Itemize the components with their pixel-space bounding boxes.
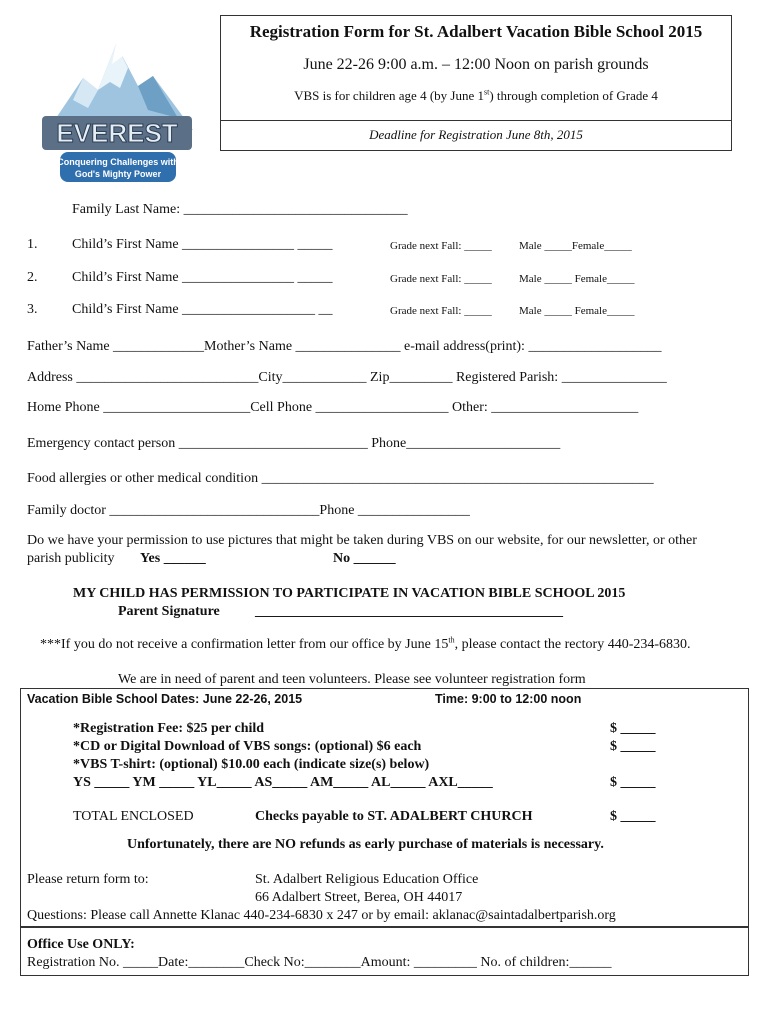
event-dates: June 22-26 9:00 a.m. – 12:00 Noon on parish grounds	[303, 56, 649, 73]
parents-email-fields[interactable]: Father’s Name _____________Mother’s Name _______________ e-mail address(print): ___________________	[27, 339, 662, 354]
consent-title: MY CHILD HAS PERMISSION TO PARTICIPATE IN VACATION BIBLE SCHOOL 2015	[73, 586, 626, 601]
registration-fee: *Registration Fee: $25 per child	[73, 721, 265, 736]
gender-field[interactable]: Male _____ Female_____	[519, 305, 635, 317]
everest-logo	[28, 38, 208, 188]
office-address-2: 66 Adalbert Street, Berea, OH 44017	[255, 890, 463, 905]
allergies-field[interactable]: Food allergies or other medical condition ________________________________________________________	[27, 471, 654, 486]
total-enclosed-label: TOTAL ENCLOSED	[73, 809, 194, 824]
checks-payable: Checks payable to ST. ADALBERT CHURCH	[255, 809, 533, 824]
svg-text:Conquering Challenges with: Conquering Challenges with	[57, 157, 179, 167]
confirmation-note: ***If you do not receive a confirmation letter from our office by June 15th, please contact the rectory 440-234-6830.	[40, 635, 691, 652]
logo-title: EVEREST	[56, 118, 178, 148]
office-address-1: St. Adalbert Religious Education Office	[255, 872, 479, 887]
age-requirement: VBS is for children age 4 (by June 1st) through completion of Grade 4	[294, 87, 658, 103]
header-box	[220, 15, 732, 151]
questions-contact: Questions: Please call Annette Klanac 440-234-6830 x 247 or by email: aklanac@saintadalbertparish.org	[27, 908, 616, 923]
photo-permission-label: parish publicity	[27, 551, 115, 566]
child-number: 3.	[27, 302, 38, 317]
tshirt-amount[interactable]: $ _____	[610, 775, 656, 790]
refund-policy: Unfortunately, there are NO refunds as early purchase of materials is necessary.	[127, 837, 604, 852]
return-label: Please return form to:	[27, 872, 149, 887]
address-fields[interactable]: Address __________________________City____________ Zip_________ Registered Parish: _______________	[27, 370, 667, 385]
child-first-name-field[interactable]: Child’s First Name ________________ _____	[72, 237, 333, 252]
registration-fee-amount[interactable]: $ _____	[610, 721, 656, 736]
mountain-logo-icon	[28, 38, 208, 188]
registration-deadline: Deadline for Registration June 8th, 2015	[369, 127, 583, 142]
vbs-dates: Vacation Bible School Dates: June 22-26, 2015	[27, 692, 303, 706]
gender-field[interactable]: Male _____ Female_____	[519, 273, 635, 285]
total-amount[interactable]: $ _____	[610, 809, 656, 824]
child-first-name-field[interactable]: Child’s First Name ___________________ __	[72, 302, 333, 317]
family-doctor-fields[interactable]: Family doctor ______________________________Phone ________________	[27, 503, 470, 518]
family-last-name-field[interactable]: Family Last Name: ________________________________	[72, 202, 408, 217]
photo-permission-yes[interactable]: Yes ______	[140, 551, 206, 566]
emergency-contact-fields[interactable]: Emergency contact person ___________________________ Phone______________________	[27, 436, 561, 451]
svg-text:God's Mighty Power: God's Mighty Power	[74, 169, 162, 179]
fee-box	[20, 688, 749, 928]
cd-download-fee: *CD or Digital Download of VBS songs: (optional) $6 each	[73, 739, 422, 754]
office-use-box	[20, 926, 749, 976]
child-first-name-field[interactable]: Child’s First Name ________________ _____	[72, 270, 333, 285]
vbs-time: Time: 9:00 to 12:00 noon	[435, 692, 582, 706]
office-use-fields[interactable]: Registration No. _____Date:________Check No:________Amount: _________ No. of children:______	[27, 955, 612, 970]
tshirt-fee: *VBS T-shirt: (optional) $10.00 each (indicate size(s) below)	[73, 757, 430, 772]
gender-field[interactable]: Male _____Female_____	[519, 240, 632, 252]
child-number: 2.	[27, 270, 38, 285]
photo-permission-question: Do we have your permission to use pictures that might be taken during VBS on our website, for our newsletter, or other	[27, 533, 697, 548]
form-title: Registration Form for St. Adalbert Vacation Bible School 2015	[249, 22, 703, 41]
volunteer-note: We are in need of parent and teen volunteers. Please see volunteer registration form	[118, 672, 586, 687]
header-divider	[221, 120, 731, 121]
tshirt-sizes[interactable]: YS _____ YM _____ YL_____ AS_____ AM_____ AL_____ AXL_____	[73, 775, 493, 790]
parent-signature-line[interactable]: ____________________________________________	[255, 604, 563, 619]
cd-download-amount[interactable]: $ _____	[610, 739, 656, 754]
grade-field[interactable]: Grade next Fall: _____	[390, 305, 492, 317]
child-number: 1.	[27, 237, 38, 252]
grade-field[interactable]: Grade next Fall: _____	[390, 273, 492, 285]
parent-signature-label: Parent Signature	[118, 604, 220, 619]
phone-fields[interactable]: Home Phone _____________________Cell Phone ___________________ Other: _____________________	[27, 400, 639, 415]
office-use-title: Office Use ONLY:	[27, 937, 135, 952]
photo-permission-no[interactable]: No ______	[333, 551, 396, 566]
grade-field[interactable]: Grade next Fall: _____	[390, 240, 492, 252]
